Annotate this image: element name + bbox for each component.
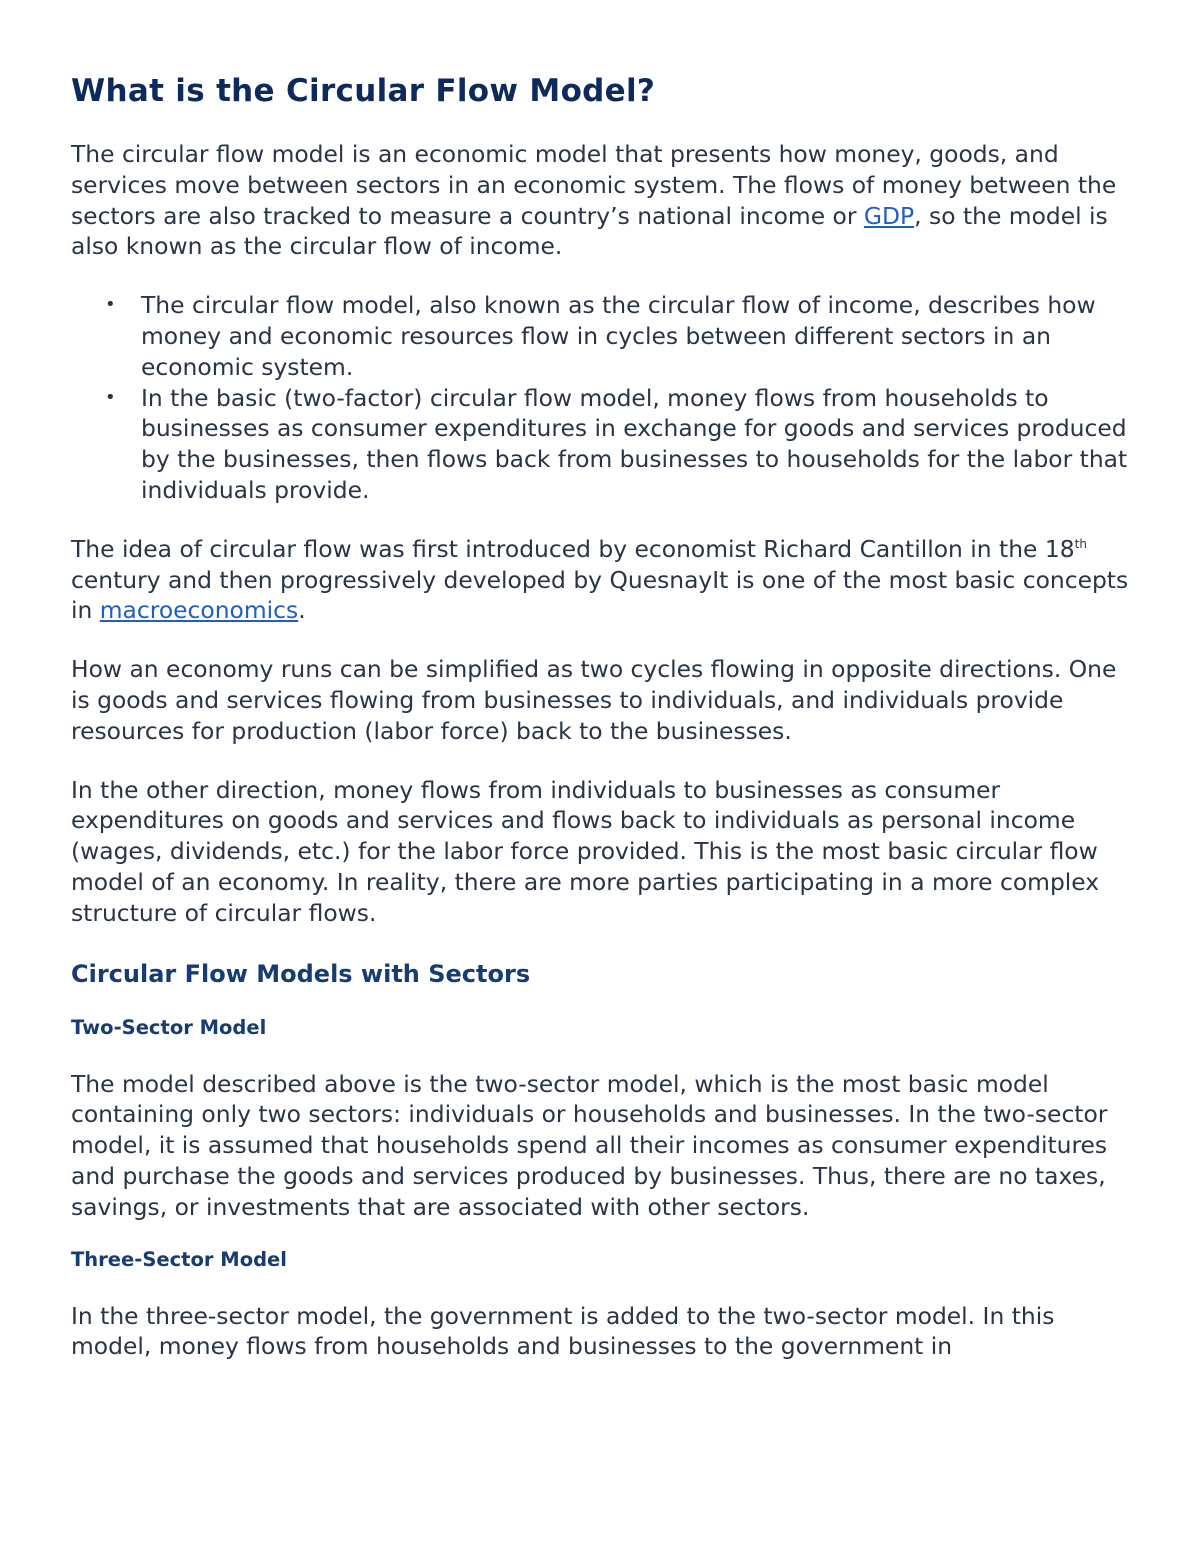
history-text-1: The idea of circular flow was first introduced by economist Richard Cantillon in the 18 [71, 534, 1075, 563]
page-title: What is the Circular Flow Model? [71, 73, 656, 109]
bullet-icon: • [105, 294, 116, 316]
section-heading: Circular Flow Models with Sectors [71, 959, 531, 988]
three-sector-heading: Three-Sector Model [71, 1247, 287, 1271]
other-direction-paragraph: In the other direction, money flows from individuals to businesses as consumer expenditures on goods and services and flows back to individuals as personal income (wages, dividends, etc.) for the labor force provided. This is the most basic circular flow model of an economy. In reality, there are more parties participating in a more complex structure of circular flows. [71, 775, 1100, 927]
cycles-paragraph: How an economy runs can be simplified as two cycles flowing in opposite directions. One is goods and services flowing from businesses to individuals, and individuals provide resources for production (labor force) back to the businesses. [71, 655, 1117, 745]
document-page [71, 68, 1141, 1362]
intro-paragraph [71, 139, 1141, 262]
list-item [105, 383, 1141, 506]
list-item-text: The circular flow model, also known as the circular flow of income, describes how money and economic resources flow in cycles between different sectors in an economic system. [141, 291, 1096, 381]
macroeconomics-link[interactable]: macroeconomics [99, 596, 299, 625]
history-text-3: . [298, 596, 306, 625]
list-item [105, 290, 1141, 382]
list-item-text: In the basic (two-factor) circular flow model, money flows from households to businesses as consumer expenditures in exchange for goods and services produced by the businesses, then flows back from businesses to households for the labor that individuals provide. [141, 383, 1128, 504]
bullet-icon: • [105, 386, 116, 408]
three-sector-paragraph: In the three-sector model, the government is added to the two-sector model. In this model, money flows from households and businesses to the government in [71, 1301, 1055, 1361]
key-points-list [71, 290, 1141, 506]
gdp-link[interactable]: GDP [863, 201, 915, 230]
history-paragraph [71, 534, 1141, 626]
intro-text-2: , so the model is also known as the circular flow of income. [71, 201, 1108, 261]
intro-text-1: The circular flow model is an economic model that presents how money, goods, and services move between sectors in an economic system. The flows of money between the sectors are also tracked to measure a country’s national income or [71, 140, 1117, 230]
ordinal-suffix: th [1074, 536, 1087, 551]
history-text-2: century and then progressively developed by QuesnayIt is one of the most basic concepts in [71, 565, 1129, 625]
two-sector-heading: Two-Sector Model [71, 1015, 267, 1039]
two-sector-paragraph: The model described above is the two-sector model, which is the most basic model containing only two sectors: individuals or households and businesses. In the two-sector model, it is assumed that households spend all their incomes as consumer expenditures and purchase the goods and services produced by businesses. Thus, there are no taxes, savings, or investments that are associated with other sectors. [71, 1069, 1108, 1221]
